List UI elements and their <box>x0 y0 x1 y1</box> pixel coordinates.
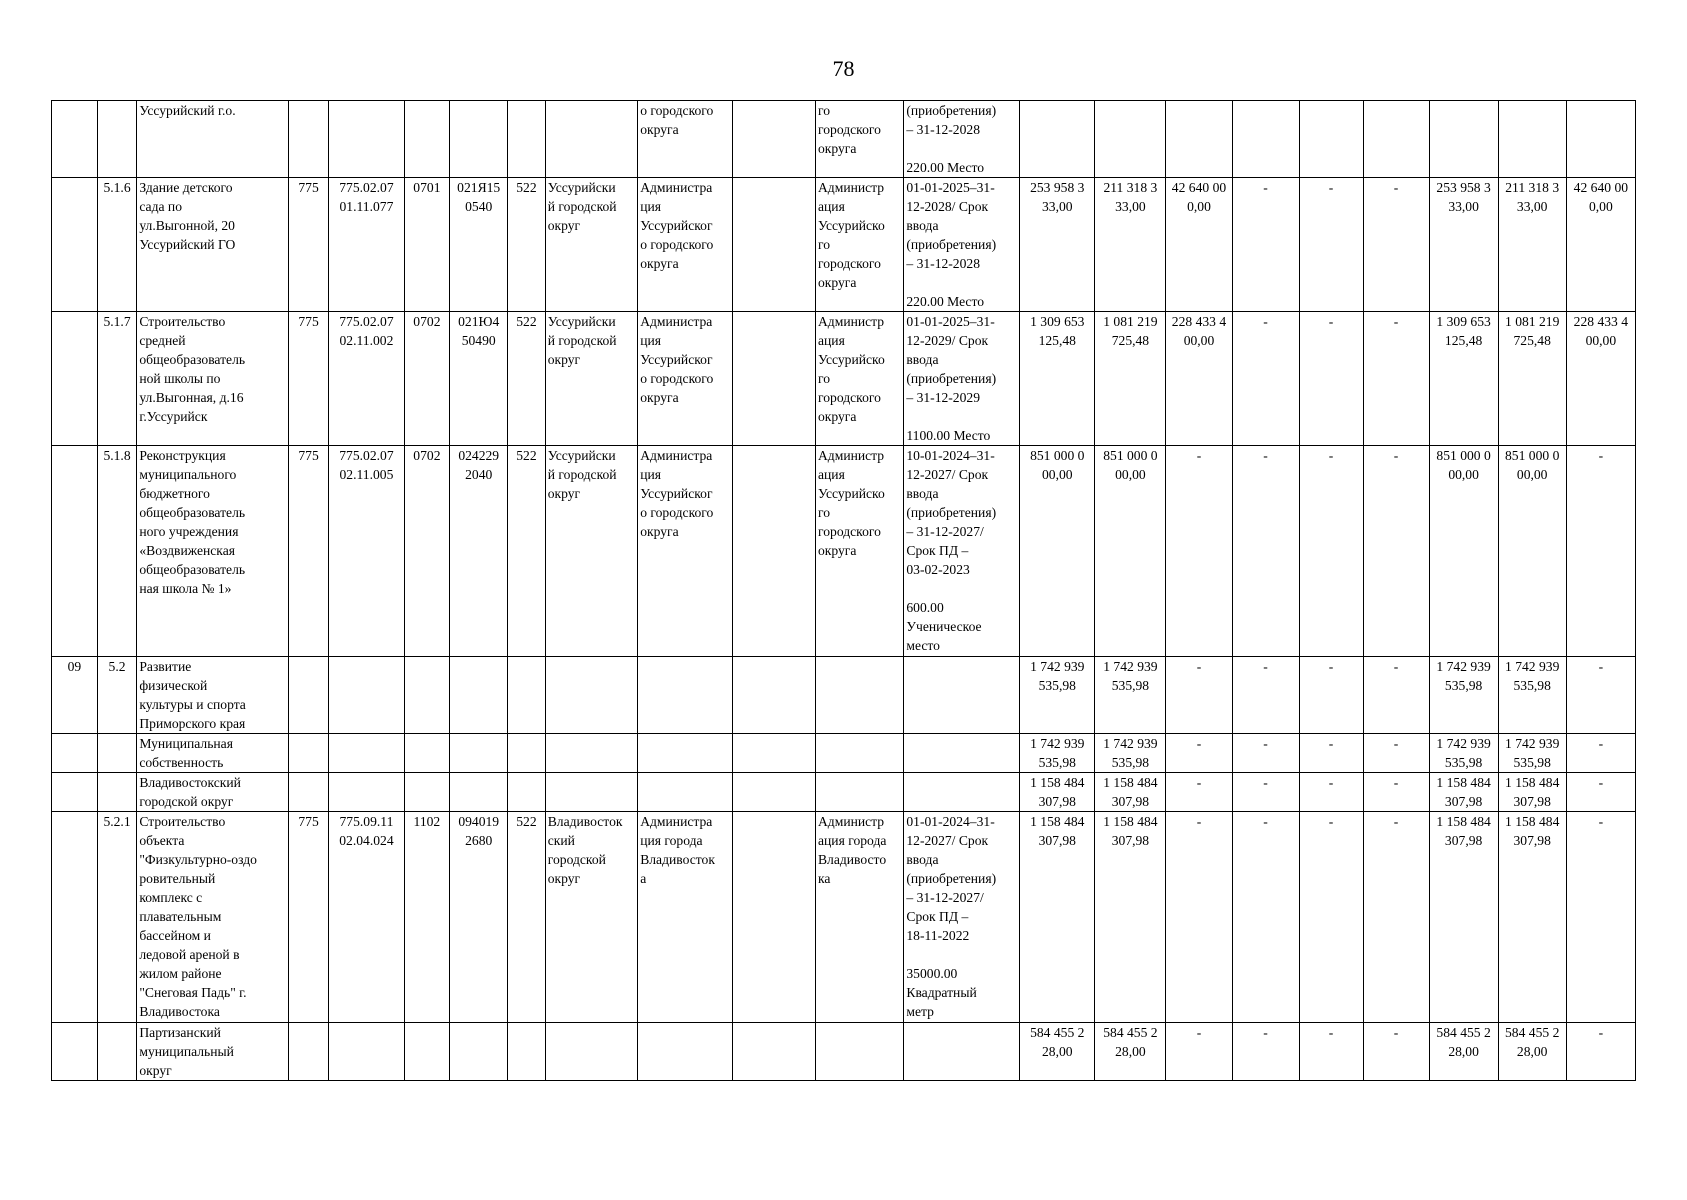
cell-target-code <box>329 101 404 178</box>
cell-item-number: 5.1.7 <box>97 312 137 446</box>
cell-object-name: Партизанский муниципальный округ <box>137 1023 288 1081</box>
cell-federal-2027: - <box>1363 734 1429 773</box>
cell-object-name: Владивостокский городской округ <box>137 773 288 812</box>
cell-local-budget-2: - <box>1566 1023 1635 1081</box>
cell-total-sum: 1 309 653 125,48 <box>1020 312 1095 446</box>
cell-section-code <box>52 734 98 773</box>
cell-federal-2025: - <box>1232 812 1299 1023</box>
cell-expense-type: 522 <box>508 178 546 312</box>
cell-term-and-capacity: 01-01-2025–31- 12-2029/ Срок ввода (приобретения) – 31-12-2029 1100.00 Место <box>904 312 1020 446</box>
cell-developer: Администр ация города Владивосто ка <box>815 812 903 1023</box>
cell-municipality: Уссурийски й городской округ <box>545 446 637 657</box>
cell-gov-code <box>288 734 329 773</box>
cell-local-budget: 42 640 00 0,00 <box>1166 178 1232 312</box>
table-row <box>52 734 1636 773</box>
cell-customer: Администра ция города Владивосток а <box>638 812 732 1023</box>
cell-expense-type <box>508 734 546 773</box>
cell-budget-section: 0702 <box>404 446 450 657</box>
cell-term-and-capacity <box>904 773 1020 812</box>
cell-item-number <box>97 734 137 773</box>
cell-regional-budget-2: 1 742 939 535,98 <box>1498 734 1566 773</box>
cell-local-budget-2: 228 433 4 00,00 <box>1566 312 1635 446</box>
cell-section-code <box>52 178 98 312</box>
cell-total-sum-2: 1 742 939 535,98 <box>1429 734 1498 773</box>
cell-developer <box>815 1023 903 1081</box>
cell-customer: Администра ция Уссурийског о городского округа <box>638 446 732 657</box>
cell-regional-budget: 851 000 0 00,00 <box>1095 446 1166 657</box>
cell-empty-column <box>732 446 815 657</box>
cell-term-and-capacity: 01-01-2025–31- 12-2028/ Срок ввода (приобретения) – 31-12-2028 220.00 Место <box>904 178 1020 312</box>
cell-total-sum-2: 253 958 3 33,00 <box>1429 178 1498 312</box>
cell-total-sum-2: 851 000 0 00,00 <box>1429 446 1498 657</box>
cell-total-sum: 1 742 939 535,98 <box>1020 734 1095 773</box>
cell-empty-column <box>732 734 815 773</box>
cell-federal-2025: - <box>1232 446 1299 657</box>
cell-regional-budget-2: 1 081 219 725,48 <box>1498 312 1566 446</box>
cell-regional-budget-2: 1 158 484 307,98 <box>1498 773 1566 812</box>
cell-total-sum-2 <box>1429 101 1498 178</box>
cell-total-sum-2: 1 309 653 125,48 <box>1429 312 1498 446</box>
cell-regional-budget: 1 158 484 307,98 <box>1095 773 1166 812</box>
cell-term-and-capacity: 01-01-2024–31- 12-2027/ Срок ввода (приобретения) – 31-12-2027/ Срок ПД – 18-11-2022 35000.00 Квадратный метр <box>904 812 1020 1023</box>
cell-target-code: 775.02.07 02.11.005 <box>329 446 404 657</box>
cell-regional-budget-2: 1 158 484 307,98 <box>1498 812 1566 1023</box>
cell-federal-2026: - <box>1299 1023 1363 1081</box>
cell-federal-2027: - <box>1363 773 1429 812</box>
cell-expense-type <box>508 657 546 734</box>
cell-item-number: 5.2 <box>97 657 137 734</box>
cell-local-budget-2: - <box>1566 734 1635 773</box>
cell-total-sum-2: 1 158 484 307,98 <box>1429 812 1498 1023</box>
cell-expense-code <box>450 773 508 812</box>
cell-federal-2027: - <box>1363 178 1429 312</box>
cell-gov-code <box>288 101 329 178</box>
cell-gov-code <box>288 657 329 734</box>
cell-local-budget: - <box>1166 1023 1232 1081</box>
cell-customer <box>638 734 732 773</box>
cell-regional-budget-2 <box>1498 101 1566 178</box>
cell-section-code: 09 <box>52 657 98 734</box>
cell-item-number: 5.1.8 <box>97 446 137 657</box>
cell-federal-2025: - <box>1232 734 1299 773</box>
cell-expense-code <box>450 734 508 773</box>
cell-customer: Администра ция Уссурийског о городского округа <box>638 178 732 312</box>
cell-federal-2027: - <box>1363 312 1429 446</box>
cell-regional-budget-2: 211 318 3 33,00 <box>1498 178 1566 312</box>
cell-expense-code <box>450 1023 508 1081</box>
cell-section-code <box>52 446 98 657</box>
cell-federal-2026: - <box>1299 657 1363 734</box>
cell-expense-type <box>508 1023 546 1081</box>
cell-local-budget-2: - <box>1566 812 1635 1023</box>
cell-empty-column <box>732 657 815 734</box>
cell-developer <box>815 773 903 812</box>
cell-gov-code: 775 <box>288 446 329 657</box>
cell-expense-code <box>450 657 508 734</box>
cell-federal-2026: - <box>1299 178 1363 312</box>
cell-empty-column <box>732 178 815 312</box>
cell-customer: о городского округа <box>638 101 732 178</box>
cell-budget-section <box>404 734 450 773</box>
cell-budget-section: 0702 <box>404 312 450 446</box>
cell-regional-budget-2: 1 742 939 535,98 <box>1498 657 1566 734</box>
cell-object-name: Здание детского сада по ул.Выгонной, 20 Уссурийский ГО <box>137 178 288 312</box>
cell-item-number <box>97 1023 137 1081</box>
cell-municipality <box>545 101 637 178</box>
cell-local-budget-2: - <box>1566 773 1635 812</box>
cell-section-code <box>52 312 98 446</box>
cell-developer: Администр ация Уссурийско го городского округа <box>815 178 903 312</box>
cell-item-number: 5.2.1 <box>97 812 137 1023</box>
cell-section-code <box>52 101 98 178</box>
cell-expense-type <box>508 773 546 812</box>
cell-expense-code: 021Ю4 50490 <box>450 312 508 446</box>
cell-object-name: Уссурийский г.о. <box>137 101 288 178</box>
cell-empty-column <box>732 1023 815 1081</box>
cell-regional-budget: 1 158 484 307,98 <box>1095 812 1166 1023</box>
cell-section-code <box>52 773 98 812</box>
cell-section-code <box>52 812 98 1023</box>
cell-local-budget: - <box>1166 734 1232 773</box>
cell-total-sum-2: 1 742 939 535,98 <box>1429 657 1498 734</box>
cell-target-code: 775.02.07 02.11.002 <box>329 312 404 446</box>
cell-regional-budget: 211 318 3 33,00 <box>1095 178 1166 312</box>
cell-customer: Администра ция Уссурийског о городского округа <box>638 312 732 446</box>
cell-customer <box>638 1023 732 1081</box>
cell-regional-budget-2: 851 000 0 00,00 <box>1498 446 1566 657</box>
table-row <box>52 312 1636 446</box>
table-row <box>52 812 1636 1023</box>
cell-federal-2025 <box>1232 101 1299 178</box>
cell-federal-2027 <box>1363 101 1429 178</box>
cell-total-sum: 253 958 3 33,00 <box>1020 178 1095 312</box>
cell-expense-type: 522 <box>508 446 546 657</box>
cell-developer: Администр ация Уссурийско го городского округа <box>815 312 903 446</box>
cell-target-code <box>329 734 404 773</box>
cell-target-code: 775.09.11 02.04.024 <box>329 812 404 1023</box>
cell-expense-code <box>450 101 508 178</box>
cell-budget-section <box>404 657 450 734</box>
cell-gov-code: 775 <box>288 178 329 312</box>
cell-empty-column <box>732 773 815 812</box>
cell-municipality <box>545 734 637 773</box>
cell-federal-2026: - <box>1299 773 1363 812</box>
cell-developer: го городского округа <box>815 101 903 178</box>
cell-federal-2025: - <box>1232 312 1299 446</box>
cell-empty-column <box>732 101 815 178</box>
cell-developer <box>815 734 903 773</box>
cell-item-number <box>97 773 137 812</box>
cell-term-and-capacity <box>904 1023 1020 1081</box>
cell-municipality <box>545 1023 637 1081</box>
cell-expense-type: 522 <box>508 312 546 446</box>
cell-target-code: 775.02.07 01.11.077 <box>329 178 404 312</box>
cell-gov-code <box>288 773 329 812</box>
cell-object-name: Строительство объекта "Физкультурно-оздо ровительный комплекс с плавательным бассейном и ледовой ареной в жилом районе "Снеговая Падь" г. Владивостока <box>137 812 288 1023</box>
cell-budget-section: 1102 <box>404 812 450 1023</box>
cell-regional-budget: 1 742 939 535,98 <box>1095 657 1166 734</box>
cell-federal-2026: - <box>1299 734 1363 773</box>
cell-federal-2026: - <box>1299 812 1363 1023</box>
cell-expense-type <box>508 101 546 178</box>
cell-target-code <box>329 657 404 734</box>
cell-empty-column <box>732 312 815 446</box>
cell-item-number: 5.1.6 <box>97 178 137 312</box>
cell-federal-2026: - <box>1299 446 1363 657</box>
table-row <box>52 657 1636 734</box>
cell-gov-code <box>288 1023 329 1081</box>
cell-local-budget <box>1166 101 1232 178</box>
cell-local-budget: 228 433 4 00,00 <box>1166 312 1232 446</box>
cell-regional-budget: 1 081 219 725,48 <box>1095 312 1166 446</box>
cell-federal-2026: - <box>1299 312 1363 446</box>
cell-budget-section <box>404 1023 450 1081</box>
cell-target-code <box>329 1023 404 1081</box>
cell-local-budget-2: - <box>1566 657 1635 734</box>
cell-developer: Администр ация Уссурийско го городского округа <box>815 446 903 657</box>
cell-federal-2027: - <box>1363 657 1429 734</box>
cell-expense-code: 024229 2040 <box>450 446 508 657</box>
cell-regional-budget <box>1095 101 1166 178</box>
cell-budget-section <box>404 101 450 178</box>
cell-federal-2026 <box>1299 101 1363 178</box>
cell-total-sum: 1 158 484 307,98 <box>1020 812 1095 1023</box>
cell-total-sum-2: 584 455 2 28,00 <box>1429 1023 1498 1081</box>
cell-municipality: Владивосток ский городской округ <box>545 812 637 1023</box>
cell-total-sum <box>1020 101 1095 178</box>
cell-federal-2027: - <box>1363 812 1429 1023</box>
cell-federal-2025: - <box>1232 773 1299 812</box>
cell-section-code <box>52 1023 98 1081</box>
cell-municipality <box>545 657 637 734</box>
cell-developer <box>815 657 903 734</box>
cell-term-and-capacity: (приобретения) – 31-12-2028 220.00 Место <box>904 101 1020 178</box>
budget-table-container <box>51 100 1636 1081</box>
cell-local-budget-2: - <box>1566 446 1635 657</box>
cell-local-budget: - <box>1166 812 1232 1023</box>
budget-table <box>51 100 1636 1081</box>
cell-term-and-capacity <box>904 734 1020 773</box>
cell-municipality <box>545 773 637 812</box>
cell-budget-section: 0701 <box>404 178 450 312</box>
cell-total-sum: 851 000 0 00,00 <box>1020 446 1095 657</box>
cell-federal-2025: - <box>1232 657 1299 734</box>
cell-expense-code: 021Я15 0540 <box>450 178 508 312</box>
cell-object-name: Муниципальная собственность <box>137 734 288 773</box>
cell-object-name: Развитие физической культуры и спорта Приморского края <box>137 657 288 734</box>
cell-term-and-capacity <box>904 657 1020 734</box>
cell-federal-2027: - <box>1363 446 1429 657</box>
cell-regional-budget-2: 584 455 2 28,00 <box>1498 1023 1566 1081</box>
cell-local-budget: - <box>1166 773 1232 812</box>
cell-expense-code: 094019 2680 <box>450 812 508 1023</box>
cell-regional-budget: 1 742 939 535,98 <box>1095 734 1166 773</box>
cell-local-budget-2: 42 640 00 0,00 <box>1566 178 1635 312</box>
cell-empty-column <box>732 812 815 1023</box>
cell-total-sum: 584 455 2 28,00 <box>1020 1023 1095 1081</box>
cell-local-budget-2 <box>1566 101 1635 178</box>
cell-total-sum: 1 158 484 307,98 <box>1020 773 1095 812</box>
cell-customer <box>638 773 732 812</box>
table-row <box>52 1023 1636 1081</box>
cell-federal-2025: - <box>1232 178 1299 312</box>
cell-total-sum-2: 1 158 484 307,98 <box>1429 773 1498 812</box>
cell-gov-code: 775 <box>288 312 329 446</box>
table-body <box>52 101 1636 1081</box>
cell-object-name: Реконструкция муниципального бюджетного общеобразователь ного учреждения «Воздвиженская общеобразователь ная школа № 1» <box>137 446 288 657</box>
table-row <box>52 101 1636 178</box>
cell-budget-section <box>404 773 450 812</box>
cell-local-budget: - <box>1166 657 1232 734</box>
cell-customer <box>638 657 732 734</box>
cell-gov-code: 775 <box>288 812 329 1023</box>
cell-municipality: Уссурийски й городской округ <box>545 312 637 446</box>
cell-target-code <box>329 773 404 812</box>
table-row <box>52 178 1636 312</box>
page-number: 78 <box>832 56 855 81</box>
cell-regional-budget: 584 455 2 28,00 <box>1095 1023 1166 1081</box>
cell-municipality: Уссурийски й городской округ <box>545 178 637 312</box>
cell-term-and-capacity: 10-01-2024–31- 12-2027/ Срок ввода (приобретения) – 31-12-2027/ Срок ПД – 03-02-2023 600.00 Ученическое место <box>904 446 1020 657</box>
cell-federal-2027: - <box>1363 1023 1429 1081</box>
cell-local-budget: - <box>1166 446 1232 657</box>
table-row <box>52 773 1636 812</box>
cell-federal-2025: - <box>1232 1023 1299 1081</box>
table-row <box>52 446 1636 657</box>
cell-total-sum: 1 742 939 535,98 <box>1020 657 1095 734</box>
cell-expense-type: 522 <box>508 812 546 1023</box>
cell-object-name: Строительство средней общеобразователь ной школы по ул.Выгонная, д.16 г.Уссурийск <box>137 312 288 446</box>
cell-item-number <box>97 101 137 178</box>
